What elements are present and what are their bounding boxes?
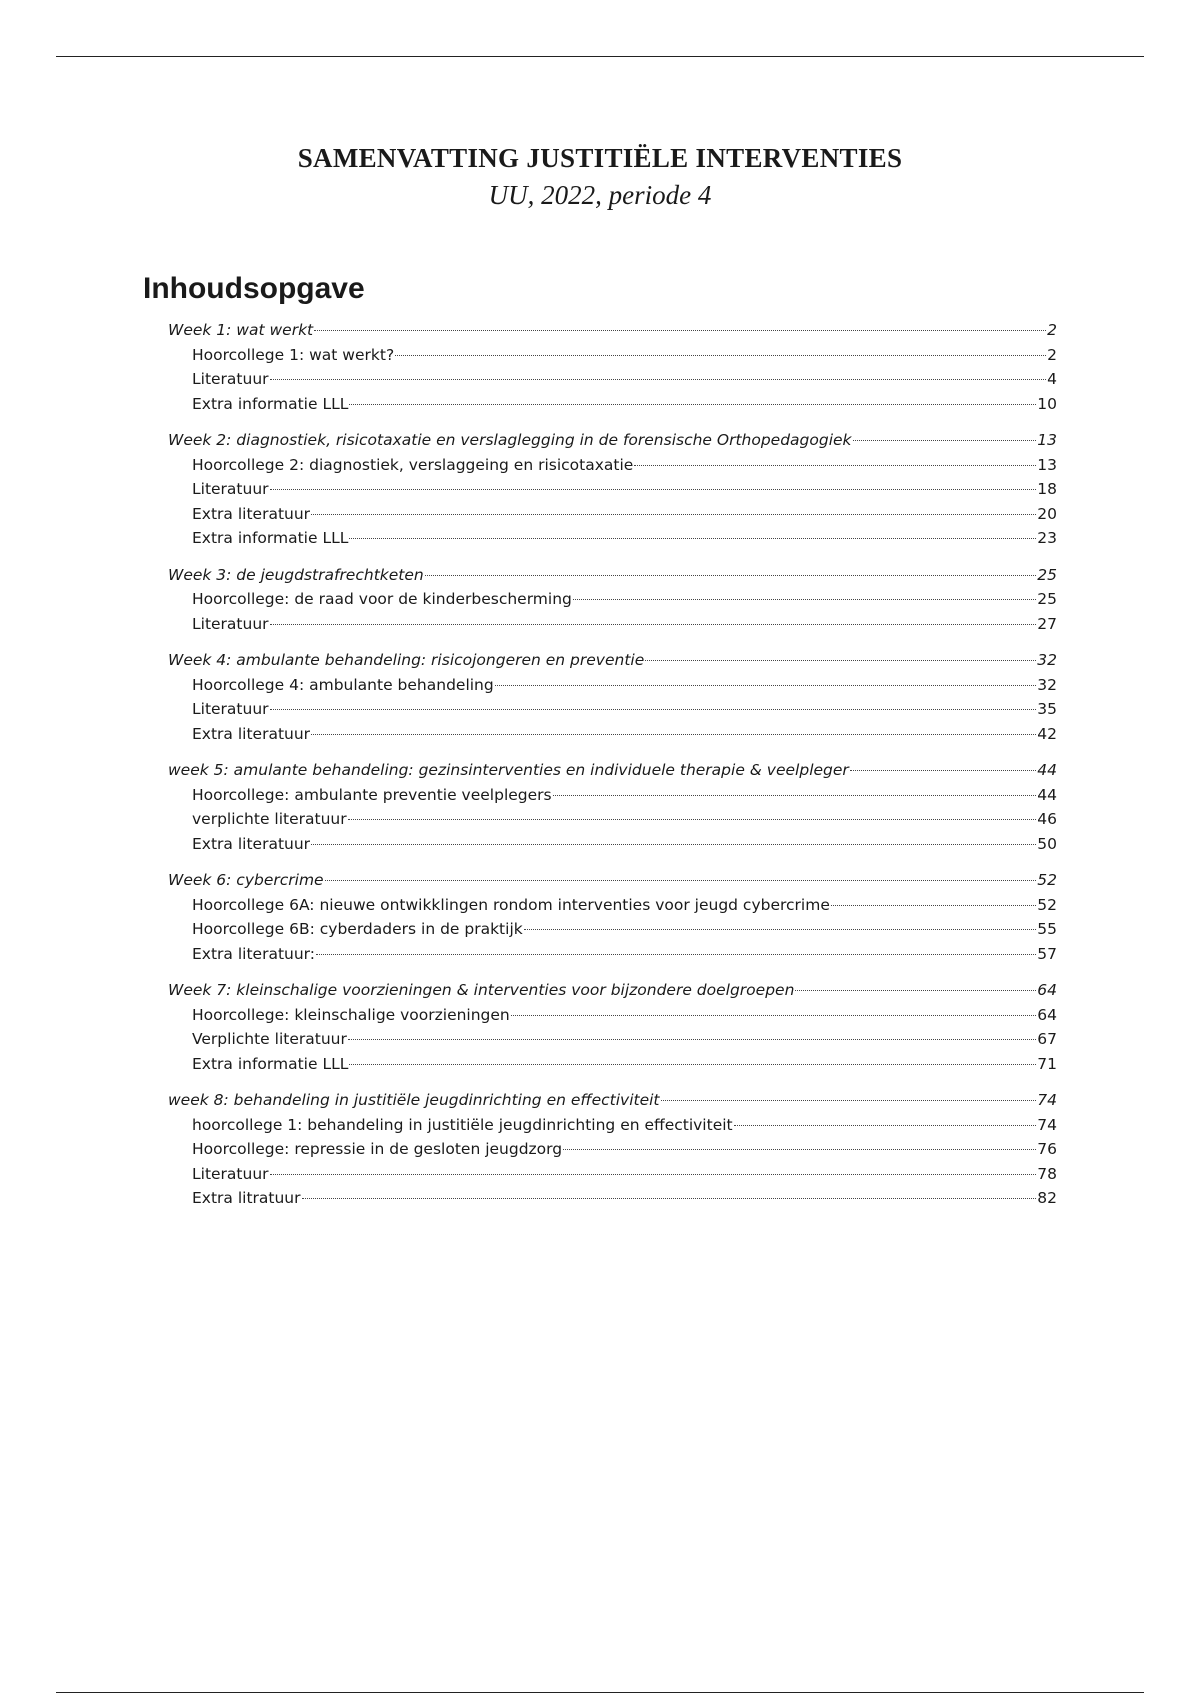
toc-entry-title: Extra literatuur [192,724,311,743]
toc-page-number: 25 [1037,590,1057,608]
dot-leader [311,844,1036,845]
dot-leader [795,990,1036,991]
dot-leader [311,514,1036,515]
dot-leader [316,954,1036,955]
toc-page-number: 67 [1037,1030,1057,1048]
toc-page-number: 50 [1037,834,1057,853]
toc-entry-title: Week 2: diagnostiek, risicotaxatie en verslaglegging in de forensische Orthopedagogiek [168,431,852,449]
toc-page-number: 2 [1047,321,1057,339]
dot-leader [495,685,1037,686]
toc-page-number: 44 [1037,761,1057,779]
toc-entry-title: Week 3: de jeugdstrafrechtketen [168,565,424,584]
toc-sub-entry[interactable] [192,835,1057,860]
toc-page-number: 23 [1037,529,1057,547]
dot-leader [563,1149,1036,1150]
toc-week-entry[interactable] [168,566,1057,591]
dot-leader [325,880,1037,881]
toc-section [0,761,1200,859]
toc-page-number: 32 [1037,651,1057,669]
toc-section [0,566,1200,640]
toc-page-number: 18 [1037,480,1057,498]
toc-entry-title: Extra informatie LLL [192,1054,349,1073]
toc-entry-title: Extra literatuur [192,504,311,523]
toc-section [0,981,1200,1079]
toc-entry-title: Verplichte literatuur [192,1030,347,1048]
toc-page-number: 35 [1037,700,1057,718]
toc-page-number: 27 [1037,614,1057,633]
dot-leader [349,404,1036,405]
toc-page-number: 52 [1037,895,1057,914]
toc-page-number: 25 [1037,565,1057,584]
toc-entry-title: Extra literatuur [192,834,311,853]
toc-entry-title: hoorcollege 1: behandeling in justitiële jeugdinrichting en effectiviteit [192,1115,733,1134]
dot-leader [270,489,1037,490]
dot-leader [573,599,1036,600]
toc-entry-title: week 8: behandeling in justitiële jeugdinrichting en effectiviteit [168,1091,660,1109]
toc-sub-entry[interactable] [192,590,1057,615]
dot-leader [425,575,1037,576]
toc-page-number: 13 [1037,455,1057,474]
dot-leader [270,709,1037,710]
dot-leader [524,929,1037,930]
toc-section [0,651,1200,749]
toc-sub-entry[interactable] [192,920,1057,945]
toc-page-number: 71 [1037,1054,1057,1073]
toc-page-number: 46 [1037,810,1057,828]
toc-entry-title: Literatuur [192,370,269,388]
toc-sub-entry[interactable] [192,1055,1057,1080]
toc-entry-title: Hoorcollege: de raad voor de kinderbescherming [192,590,572,608]
toc-sub-entry[interactable] [192,346,1057,371]
dot-leader [661,1100,1037,1101]
toc-week-entry[interactable] [168,651,1057,676]
toc-sub-entry[interactable] [192,370,1057,395]
dot-leader [645,660,1036,661]
toc-page-number: 52 [1037,871,1057,889]
dot-leader [511,1015,1037,1016]
toc-entry-title: Extra informatie LLL [192,529,349,547]
toc-sub-entry[interactable] [192,896,1057,921]
toc-sub-entry[interactable] [192,1116,1057,1141]
table-of-contents [0,321,1200,1226]
toc-page-number: 64 [1037,981,1057,999]
toc-week-entry[interactable] [168,431,1057,456]
toc-section [0,1091,1200,1214]
toc-sub-entry[interactable] [192,1140,1057,1165]
toc-entry-title: Hoorcollege 2: diagnostiek, verslaggeing en risicotaxatie [192,455,634,474]
toc-sub-entry[interactable] [192,786,1057,811]
toc-sub-entry[interactable] [192,395,1057,420]
toc-entry-title: Extra literatuur: [192,944,315,963]
toc-entry-title: Hoorcollege 6A: nieuwe ontwikklingen rondom interventies voor jeugd cybercrime [192,895,830,914]
toc-week-entry[interactable] [168,1091,1057,1116]
toc-entry-title: Extra informatie LLL [192,394,349,413]
dot-leader [553,795,1037,796]
dot-leader [270,379,1047,380]
dot-leader [314,330,1046,331]
toc-page-number: 74 [1037,1115,1057,1134]
toc-page-number: 57 [1037,944,1057,963]
toc-entry-title: Week 1: wat werkt [168,321,314,339]
toc-entry-title: Literatuur [192,700,269,718]
dot-leader [634,465,1036,466]
toc-heading: Inhoudsopgave [143,272,365,305]
toc-entry-title: Extra litratuur [192,1189,301,1207]
dot-leader [349,1064,1036,1065]
toc-entry-title: Literatuur [192,1164,269,1183]
toc-entry-title: Hoorcollege: ambulante preventie veelplegers [192,785,552,804]
toc-page-number: 76 [1037,1140,1057,1158]
toc-entry-title: Hoorcollege: repressie in de gesloten jeugdzorg [192,1140,563,1158]
toc-entry-title: Hoorcollege 4: ambulante behandeling [192,675,494,694]
toc-page-number: 64 [1037,1005,1057,1024]
dot-leader [348,1039,1036,1040]
toc-entry-title: Week 6: cybercrime [168,871,324,889]
toc-page-number: 32 [1037,675,1057,694]
toc-sub-entry[interactable] [192,700,1057,725]
toc-entry-title: Literatuur [192,480,269,498]
toc-week-entry[interactable] [168,321,1057,346]
dot-leader [853,440,1037,441]
toc-sub-entry[interactable] [192,1030,1057,1055]
toc-page-number: 20 [1037,504,1057,523]
toc-section [0,321,1200,419]
dot-leader [302,1198,1037,1199]
toc-page-number: 13 [1037,431,1057,449]
toc-entry-title: Literatuur [192,614,269,633]
dot-leader [348,819,1037,820]
toc-page-number: 42 [1037,724,1057,743]
toc-page-number: 44 [1037,785,1057,804]
document-title: SAMENVATTING JUSTITIËLE INTERVENTIES [297,143,903,173]
toc-sub-entry[interactable] [192,1189,1057,1214]
toc-week-entry[interactable] [168,761,1057,786]
dot-leader [850,770,1036,771]
toc-sub-entry[interactable] [192,945,1057,970]
toc-sub-entry[interactable] [192,615,1057,640]
toc-entry-title: Week 4: ambulante behandeling: risicojongeren en preventie [168,651,645,669]
toc-sub-entry[interactable] [192,456,1057,481]
dot-leader [270,624,1037,625]
toc-page-number: 10 [1037,394,1057,413]
toc-sub-entry[interactable] [192,810,1057,835]
dot-leader [270,1174,1037,1175]
toc-entry-title: week 5: amulante behandeling: gezinsinterventies en individuele therapie & veelpleger [168,761,849,779]
toc-sub-entry[interactable] [192,676,1057,701]
toc-sub-entry[interactable] [192,529,1057,554]
toc-page-number: 4 [1047,370,1057,388]
dot-leader [831,905,1036,906]
toc-section [0,871,1200,969]
toc-sub-entry[interactable] [192,480,1057,505]
toc-page-number: 78 [1037,1164,1057,1183]
toc-page-number: 55 [1037,920,1057,938]
dot-leader [349,538,1036,539]
toc-entry-title: Hoorcollege 1: wat werkt? [192,345,395,364]
dot-leader [395,355,1046,356]
toc-page-number: 74 [1037,1091,1057,1109]
toc-page-number: 82 [1037,1189,1057,1207]
document-subtitle: UU, 2022, periode 4 [488,180,712,210]
toc-sub-entry[interactable] [192,1165,1057,1190]
toc-entry-title: Hoorcollege: kleinschalige voorzieningen [192,1005,510,1024]
toc-entry-title: Week 7: kleinschalige voorzieningen & interventies voor bijzondere doelgroepen [168,981,795,999]
toc-section [0,431,1200,554]
page-bottom-rule [56,1692,1144,1693]
toc-sub-entry[interactable] [192,1006,1057,1031]
toc-week-entry[interactable] [168,871,1057,896]
toc-week-entry[interactable] [168,981,1057,1006]
page-top-rule [56,56,1144,57]
toc-sub-entry[interactable] [192,725,1057,750]
toc-entry-title: Hoorcollege 6B: cyberdaders in de praktijk [192,920,523,938]
toc-entry-title: verplichte literatuur [192,810,347,828]
toc-page-number: 2 [1047,345,1057,364]
dot-leader [734,1125,1037,1126]
toc-sub-entry[interactable] [192,505,1057,530]
dot-leader [311,734,1036,735]
